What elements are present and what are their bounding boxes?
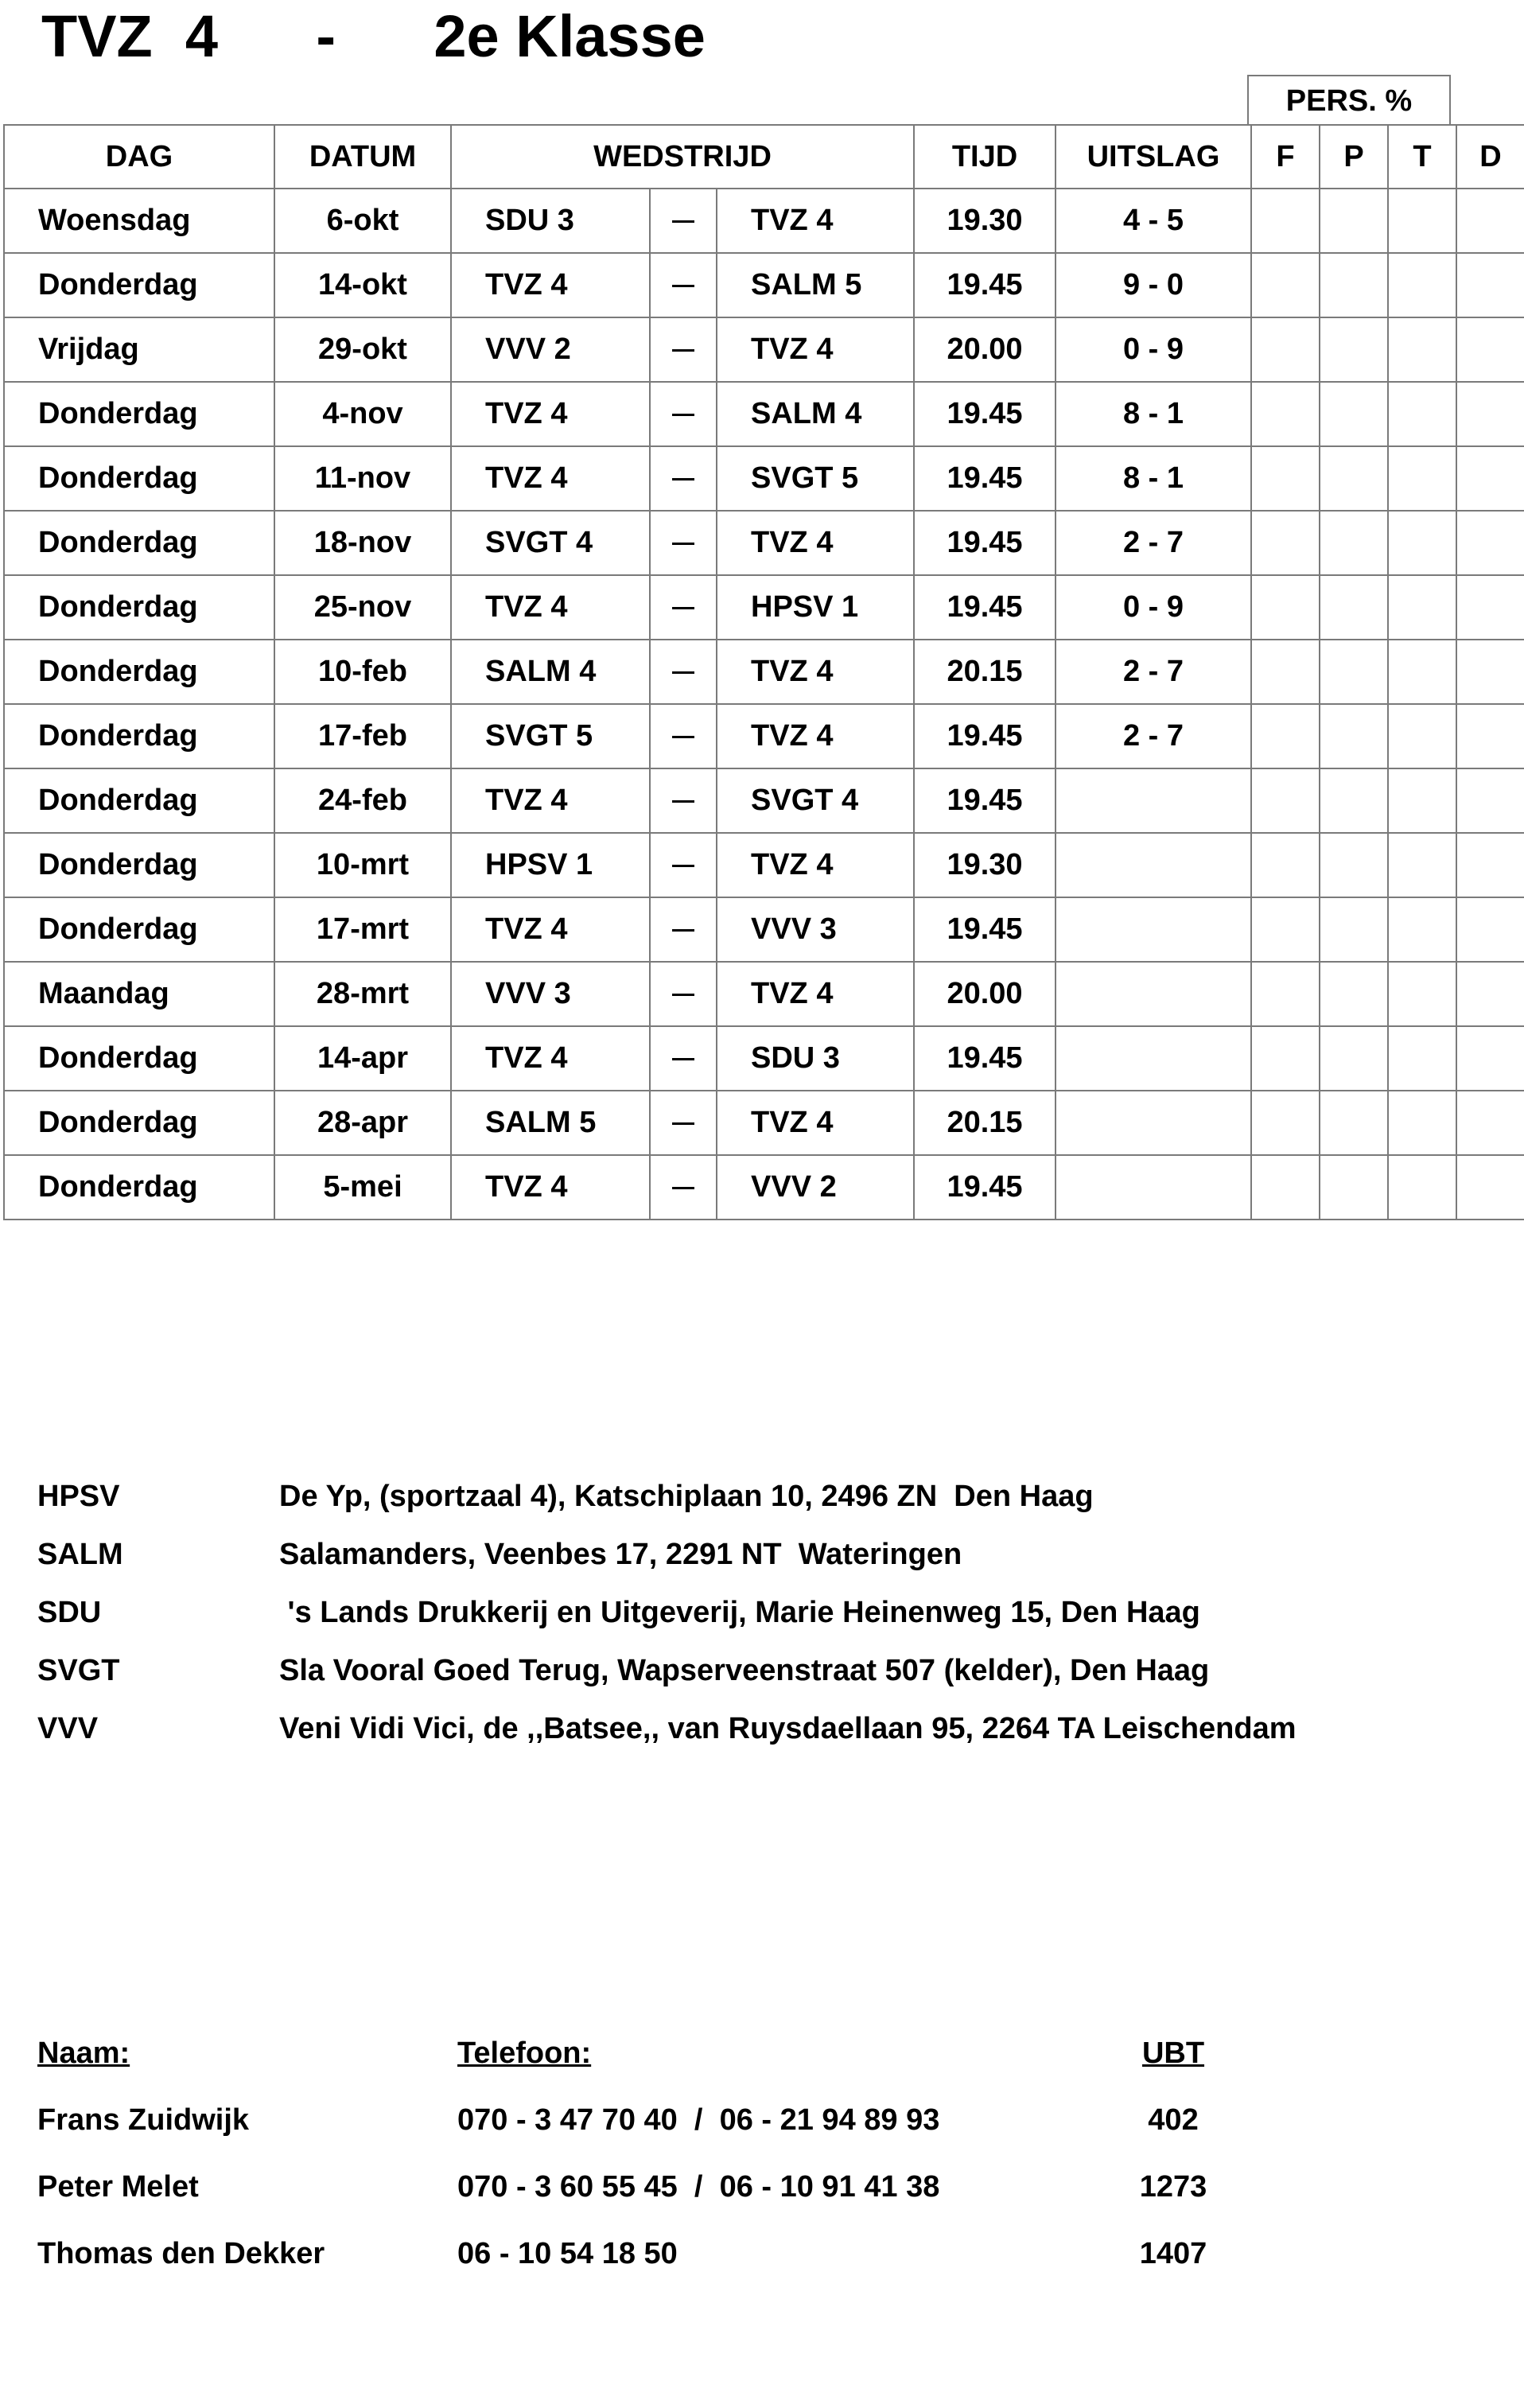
cell-d [1456,768,1524,833]
cell-datum: 5-mei [274,1155,451,1220]
cell-separator [650,1026,717,1091]
header-datum: DATUM [274,125,451,189]
table-row [4,704,1524,768]
cell-separator [650,768,717,833]
table-row [4,897,1524,962]
dash-separator [672,285,694,287]
cell-away-team: TVZ 4 [717,962,914,1026]
cell-datum: 14-apr [274,1026,451,1091]
dash-separator [672,736,694,738]
table-row [4,1155,1524,1220]
cell-away-team: TVZ 4 [717,189,914,253]
cell-tijd: 20.15 [914,1091,1056,1155]
cell-home-team: TVZ 4 [451,897,650,962]
cell-away-team: VVV 3 [717,897,914,962]
cell-home-team: SVGT 5 [451,704,650,768]
cell-away-team: TVZ 4 [717,833,914,897]
cell-tijd: 19.45 [914,575,1056,640]
venue-description: 's Lands Drukkerij en Uitgeverij, Marie Heinenweg 15, Den Haag [279,1596,1200,1629]
contact-name: Peter Melet [37,2170,199,2204]
cell-dag: Donderdag [4,768,274,833]
cell-separator [650,253,717,317]
cell-uitslag [1056,768,1251,833]
header-dag: DAG [4,125,274,189]
dash-separator [672,1058,694,1060]
cell-d [1456,704,1524,768]
header-d: D [1456,125,1524,189]
dash-separator [672,349,694,352]
cell-home-team: TVZ 4 [451,446,650,511]
cell-dag: Maandag [4,962,274,1026]
contact-name: Frans Zuidwijk [37,2103,250,2137]
cell-datum: 10-mrt [274,833,451,897]
contact-ubt-header: UBT [1141,2036,1205,2070]
venue-code: SALM [37,1538,123,1571]
cell-separator [650,962,717,1026]
cell-home-team: SALM 4 [451,640,650,704]
cell-separator [650,1091,717,1155]
dash-separator [672,671,694,674]
cell-tijd: 19.45 [914,897,1056,962]
cell-datum: 28-apr [274,1091,451,1155]
cell-away-team: SVGT 5 [717,446,914,511]
cell-p [1320,446,1388,511]
cell-tijd: 19.45 [914,253,1056,317]
contact-phone: 06 - 10 54 18 50 [457,2237,678,2270]
cell-home-team: TVZ 4 [451,1155,650,1220]
table-row [4,833,1524,897]
contact-ubt: 1273 [1139,2170,1207,2204]
cell-home-team: TVZ 4 [451,768,650,833]
cell-f [1251,575,1320,640]
cell-dag: Woensdag [4,189,274,253]
table-row [4,768,1524,833]
cell-p [1320,382,1388,446]
contact-ubt: 1407 [1139,2237,1207,2270]
cell-separator [650,189,717,253]
cell-home-team: TVZ 4 [451,1026,650,1091]
dash-separator [672,800,694,803]
cell-p [1320,1091,1388,1155]
cell-p [1320,317,1388,382]
cell-d [1456,640,1524,704]
cell-t [1388,446,1456,511]
cell-away-team: TVZ 4 [717,704,914,768]
venue-description: Sla Vooral Goed Terug, Wapserveenstraat 507 (kelder), Den Haag [279,1654,1210,1687]
cell-p [1320,640,1388,704]
cell-datum: 29-okt [274,317,451,382]
cell-d [1456,253,1524,317]
cell-home-team: TVZ 4 [451,253,650,317]
cell-datum: 25-nov [274,575,451,640]
cell-d [1456,382,1524,446]
cell-dag: Donderdag [4,1026,274,1091]
cell-tijd: 19.45 [914,382,1056,446]
cell-tijd: 20.00 [914,317,1056,382]
cell-dag: Donderdag [4,704,274,768]
cell-t [1388,1155,1456,1220]
contact-row [37,2170,1207,2237]
cell-datum: 18-nov [274,511,451,575]
cell-f [1251,189,1320,253]
cell-home-team: SALM 5 [451,1091,650,1155]
cell-uitslag: 2 - 7 [1056,511,1251,575]
cell-away-team: TVZ 4 [717,1091,914,1155]
header-t: T [1388,125,1456,189]
cell-tijd: 19.45 [914,1155,1056,1220]
pers-percent-header: PERS. % [1247,75,1451,126]
cell-tijd: 19.30 [914,189,1056,253]
cell-p [1320,253,1388,317]
cell-uitslag: 0 - 9 [1056,575,1251,640]
cell-tijd: 19.45 [914,1026,1056,1091]
cell-home-team: SDU 3 [451,189,650,253]
table-row [4,382,1524,446]
cell-datum: 11-nov [274,446,451,511]
cell-t [1388,189,1456,253]
cell-p [1320,768,1388,833]
cell-away-team: TVZ 4 [717,511,914,575]
cell-home-team: VVV 3 [451,962,650,1026]
cell-away-team: HPSV 1 [717,575,914,640]
cell-separator [650,640,717,704]
cell-dag: Donderdag [4,446,274,511]
contact-phone: 070 - 3 60 55 45 / 06 - 10 91 41 38 [457,2170,940,2204]
cell-separator [650,897,717,962]
cell-uitslag [1056,897,1251,962]
contact-name-header: Naam: [37,2036,130,2070]
cell-datum: 14-okt [274,253,451,317]
cell-p [1320,704,1388,768]
table-row [4,962,1524,1026]
cell-d [1456,446,1524,511]
table-row [4,575,1524,640]
cell-t [1388,1026,1456,1091]
cell-d [1456,1155,1524,1220]
table-row [4,1026,1524,1091]
cell-separator [650,446,717,511]
contact-row [37,2103,1199,2170]
venue-description: Veni Vidi Vici, de ,,Batsee,, van Ruysdaellaan 95, 2264 TA Leischendam [279,1712,1297,1745]
cell-f [1251,382,1320,446]
cell-dag: Donderdag [4,1155,274,1220]
cell-f [1251,1091,1320,1155]
cell-p [1320,1026,1388,1091]
cell-f [1251,833,1320,897]
dash-separator [672,929,694,932]
cell-away-team: TVZ 4 [717,317,914,382]
cell-t [1388,575,1456,640]
cell-separator [650,511,717,575]
contact-list [37,2036,1207,2304]
cell-datum: 24-feb [274,768,451,833]
table-row [4,1091,1524,1155]
cell-dag: Donderdag [4,1091,274,1155]
cell-dag: Donderdag [4,575,274,640]
cell-f [1251,1026,1320,1091]
cell-p [1320,575,1388,640]
venue-code: SDU [37,1596,102,1629]
cell-t [1388,382,1456,446]
cell-d [1456,1026,1524,1091]
cell-separator [650,704,717,768]
table-row [4,511,1524,575]
cell-p [1320,511,1388,575]
contact-phone-header: Telefoon: [457,2036,592,2070]
cell-datum: 17-feb [274,704,451,768]
contact-phone: 070 - 3 47 70 40 / 06 - 21 94 89 93 [457,2103,940,2137]
contact-row [37,2237,1207,2304]
table-row [4,446,1524,511]
cell-dag: Donderdag [4,253,274,317]
cell-separator [650,1155,717,1220]
cell-away-team: VVV 2 [717,1155,914,1220]
cell-uitslag: 0 - 9 [1056,317,1251,382]
cell-separator [650,833,717,897]
cell-d [1456,1091,1524,1155]
header-f: F [1251,125,1320,189]
cell-tijd: 19.45 [914,768,1056,833]
cell-p [1320,1155,1388,1220]
cell-p [1320,962,1388,1026]
cell-datum: 6-okt [274,189,451,253]
dash-separator [672,414,694,416]
cell-dag: Donderdag [4,382,274,446]
cell-p [1320,189,1388,253]
cell-d [1456,317,1524,382]
cell-uitslag: 9 - 0 [1056,253,1251,317]
cell-uitslag: 2 - 7 [1056,704,1251,768]
cell-dag: Vrijdag [4,317,274,382]
cell-d [1456,962,1524,1026]
cell-uitslag [1056,1026,1251,1091]
dash-separator [672,543,694,545]
cell-dag: Donderdag [4,833,274,897]
cell-t [1388,833,1456,897]
cell-dag: Donderdag [4,640,274,704]
table-row [4,253,1524,317]
cell-d [1456,833,1524,897]
dash-separator [672,607,694,609]
cell-t [1388,253,1456,317]
cell-d [1456,511,1524,575]
cell-t [1388,640,1456,704]
cell-datum: 4-nov [274,382,451,446]
venue-code: HPSV [37,1480,120,1513]
table-header-row [4,125,1524,189]
cell-home-team: HPSV 1 [451,833,650,897]
venue-description: De Yp, (sportzaal 4), Katschiplaan 10, 2496 ZN Den Haag [279,1480,1094,1513]
cell-away-team: SDU 3 [717,1026,914,1091]
cell-p [1320,833,1388,897]
venue-code: SVGT [37,1654,120,1687]
cell-dag: Donderdag [4,511,274,575]
cell-f [1251,768,1320,833]
cell-t [1388,317,1456,382]
cell-tijd: 19.45 [914,704,1056,768]
cell-t [1388,962,1456,1026]
cell-datum: 10-feb [274,640,451,704]
cell-uitslag [1056,1091,1251,1155]
cell-tijd: 19.30 [914,833,1056,897]
cell-uitslag [1056,1155,1251,1220]
schedule-table [3,124,1524,1220]
cell-away-team: TVZ 4 [717,640,914,704]
cell-f [1251,317,1320,382]
header-uitslag: UITSLAG [1056,125,1251,189]
cell-f [1251,446,1320,511]
cell-f [1251,253,1320,317]
cell-uitslag: 4 - 5 [1056,189,1251,253]
cell-t [1388,511,1456,575]
cell-f [1251,704,1320,768]
contact-header-row [37,2036,1205,2103]
cell-d [1456,897,1524,962]
dash-separator [672,1187,694,1189]
cell-separator [650,317,717,382]
cell-d [1456,575,1524,640]
cell-tijd: 20.00 [914,962,1056,1026]
cell-f [1251,1155,1320,1220]
cell-uitslag: 2 - 7 [1056,640,1251,704]
cell-uitslag: 8 - 1 [1056,382,1251,446]
cell-uitslag [1056,833,1251,897]
table-row [4,189,1524,253]
cell-tijd: 19.45 [914,511,1056,575]
cell-f [1251,511,1320,575]
cell-home-team: TVZ 4 [451,575,650,640]
cell-tijd: 20.15 [914,640,1056,704]
cell-t [1388,1091,1456,1155]
cell-t [1388,897,1456,962]
dash-separator [672,220,694,223]
cell-away-team: SVGT 4 [717,768,914,833]
cell-f [1251,962,1320,1026]
contact-ubt: 402 [1148,2103,1199,2137]
header-p: P [1320,125,1388,189]
cell-home-team: SVGT 4 [451,511,650,575]
cell-uitslag: 8 - 1 [1056,446,1251,511]
cell-separator [650,382,717,446]
cell-d [1456,189,1524,253]
contact-name: Thomas den Dekker [37,2237,325,2270]
cell-t [1388,704,1456,768]
page-title: TVZ 4 - 2e Klasse [41,3,706,69]
header-tijd: TIJD [914,125,1056,189]
table-row [4,640,1524,704]
cell-home-team: VVV 2 [451,317,650,382]
cell-datum: 17-mrt [274,897,451,962]
cell-datum: 28-mrt [274,962,451,1026]
dash-separator [672,865,694,867]
venue-code: VVV [37,1712,99,1745]
cell-p [1320,897,1388,962]
cell-f [1251,897,1320,962]
cell-away-team: SALM 4 [717,382,914,446]
cell-f [1251,640,1320,704]
cell-separator [650,575,717,640]
dash-separator [672,994,694,996]
cell-tijd: 19.45 [914,446,1056,511]
cell-t [1388,768,1456,833]
venue-description: Salamanders, Veenbes 17, 2291 NT Wateringen [279,1538,962,1571]
cell-uitslag [1056,962,1251,1026]
cell-home-team: TVZ 4 [451,382,650,446]
dash-separator [672,478,694,480]
cell-dag: Donderdag [4,897,274,962]
table-row [4,317,1524,382]
dash-separator [672,1122,694,1125]
cell-away-team: SALM 5 [717,253,914,317]
header-wedstrijd: WEDSTRIJD [451,125,914,189]
